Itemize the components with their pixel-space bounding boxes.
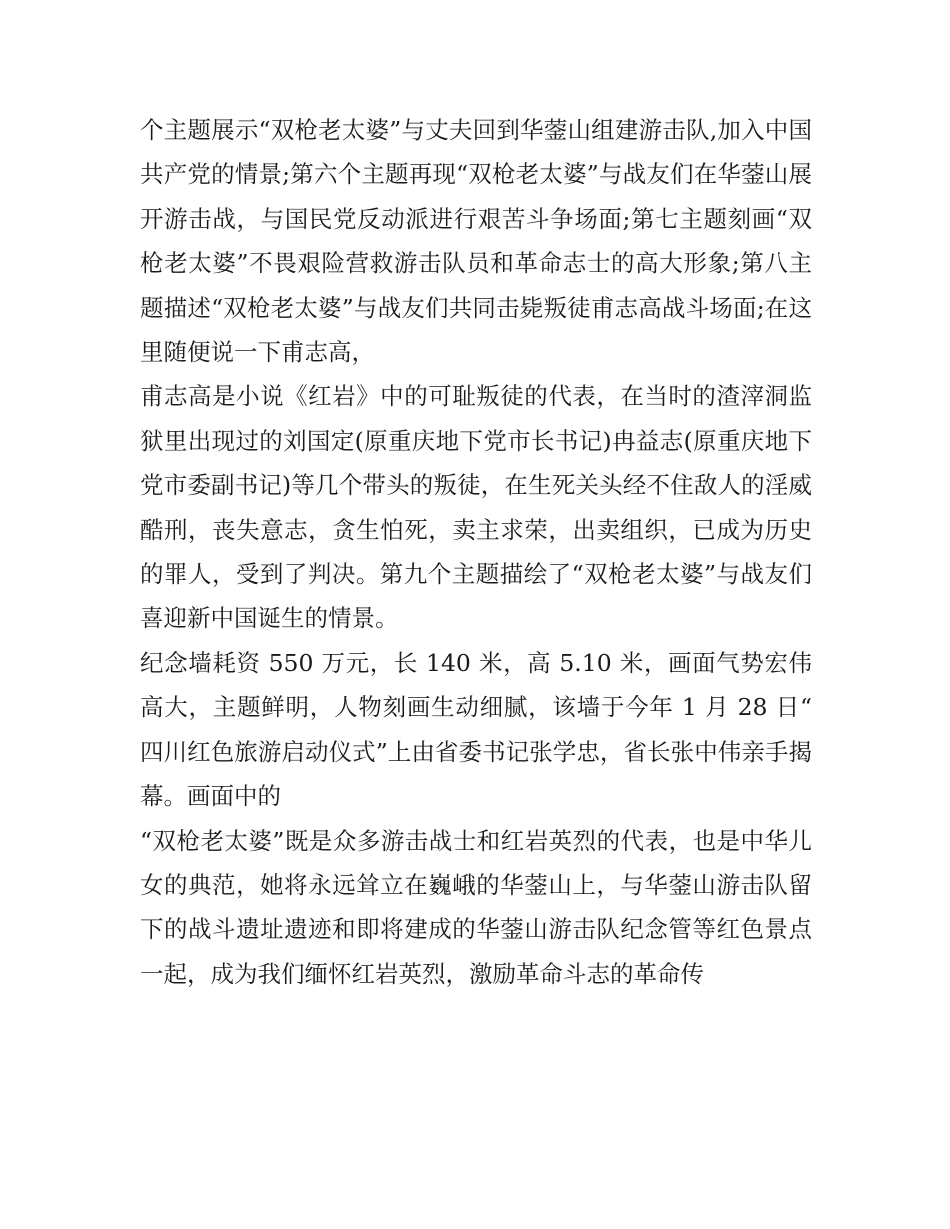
document-body [140, 108, 812, 996]
paragraph-traitor: 甫志高是小说《红岩》中的可耻叛徒的代表，在当时的渣滓洞监狱里出现过的刘国定(原重庆地下党市长书记)冉益志(原重庆地下党市委副书记)等几个带头的叛徒，在生死关头经不住敌人的淫威酷刑，丧失意志，贪生怕死，卖主求荣，出卖组织，已成为历史的罪人，受到了判决。第九个主题描绘了“双枪老太婆”与战友们喜迎新中国诞生的情景。 [140, 382, 812, 633]
paragraph-themes: 个主题展示“双枪老太婆”与丈夫回到华蓥山组建游击队,加入中国共产党的情景;第六个主题再现“双枪老太婆”与战友们在华蓥山展开游击战，与国民党反动派进行艰苦斗争场面;第七主题刻画“双枪老太婆”不畏艰险营救游击队员和革命志士的高大形象;第八主题描述“双枪老太婆”与战友们共同击毙叛徒甫志高战斗场面;在这里随便说一下甫志高， [140, 116, 812, 367]
paragraph-legacy: “双枪老太婆”既是众多游击战士和红岩英烈的代表，也是中华儿女的典范，她将永远耸立在巍峨的华蓥山上，与华蓥山游击队留下的战斗遗址遗迹和即将建成的华蓥山游击队纪念管等红色景点一起，成为我们缅怀红岩英烈，激励革命斗志的革命传 [140, 826, 812, 988]
paragraph-memorial-wall: 纪念墙耗资 550 万元，长 140 米，高 5.10 米，画面气势宏伟高大，主题鲜明，人物刻画生动细腻，该墙于今年 1 月 28 日“四川红色旅游启动仪式”上由省委书记张学忠，省长张中伟亲手揭幕。画面中的 [140, 648, 812, 811]
